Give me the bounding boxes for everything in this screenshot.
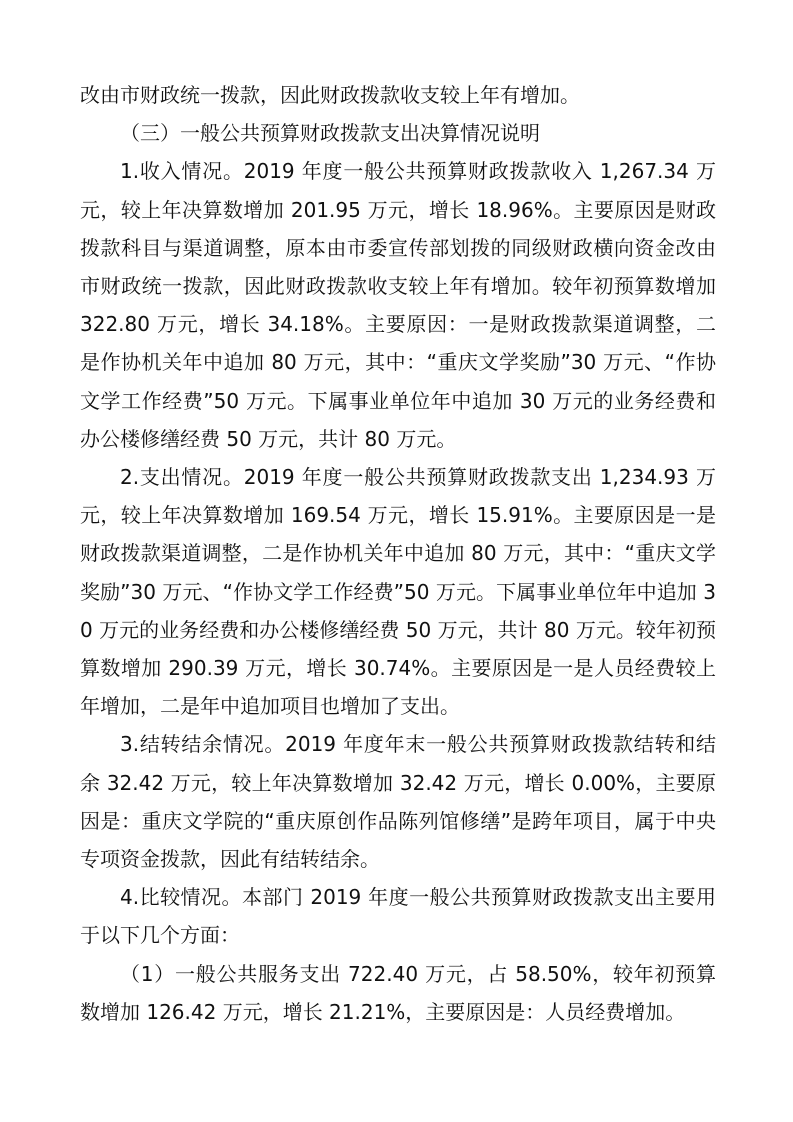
paragraph-general-services: （1）一般公共服务支出 722.40 万元，占 58.50%，较年初预算数增加 126.42 万元，增长 21.21%，主要原因是：人员经费增加。 — [80, 961, 716, 1024]
paragraph-comparison: 4.比较情况。本部门 2019 年度一般公共预算财政拨款支出主要用于以下几个方面： — [80, 885, 716, 948]
paragraph-expenditure: 2.支出情况。2019 年度一般公共预算财政拨款支出 1,234.93 万元，较上年决算数增加 169.54 万元，增长 15.91%。主要原因是一是财政拨款渠道调整，二是作协机关年中追加 80 万元，其中：“重庆文学奖励”30 万元、“作协文学工作经费”50 万元。下属事业单位年中追加 30 万元的业务经费和办公楼修缮经费 50 万元，共计 80 万元。较年初预算数增加 290.39 万元，增长 30.74%。主要原因是一是人员经费较上年增加，二是年中追加项目也增加了支出。 — [80, 465, 716, 719]
paragraph-income: 1.收入情况。2019 年度一般公共预算财政拨款收入 1,267.34 万元，较上年决算数增加 201.95 万元，增长 18.96%。主要原因是财政拨款科目与渠道调整，原本由市委宣传部划拨的同级财政横向资金改由市财政统一拨款，因此财政拨款收支较上年有增加。较年初预算数增加 322.80 万元，增长 34.18%。主要原因：一是财政拨款渠道调整，二是作协机关年中追加 80 万元，其中：“重庆文学奖励”30 万元、“作协文学工作经费”50 万元。下属事业单位年中追加 30 万元的业务经费和办公楼修缮经费 50 万元，共计 80 万元。 — [80, 159, 716, 451]
paragraph-carryover: 3.结转结余情况。2019 年度年末一般公共预算财政拨款结转和结余 32.42 万元，较上年决算数增加 32.42 万元，增长 0.00%，主要原因是：重庆文学院的“重庆原创作品陈列馆修缮”是跨年项目，属于中央专项资金拨款，因此有结转结余。 — [80, 732, 716, 872]
section-heading: （三）一般公共预算财政拨款支出决算情况说明 — [120, 121, 540, 146]
paragraph-continuation: 改由市财政统一拨款，因此财政拨款收支较上年有增加。 — [80, 83, 580, 107]
document-body — [80, 76, 716, 1031]
